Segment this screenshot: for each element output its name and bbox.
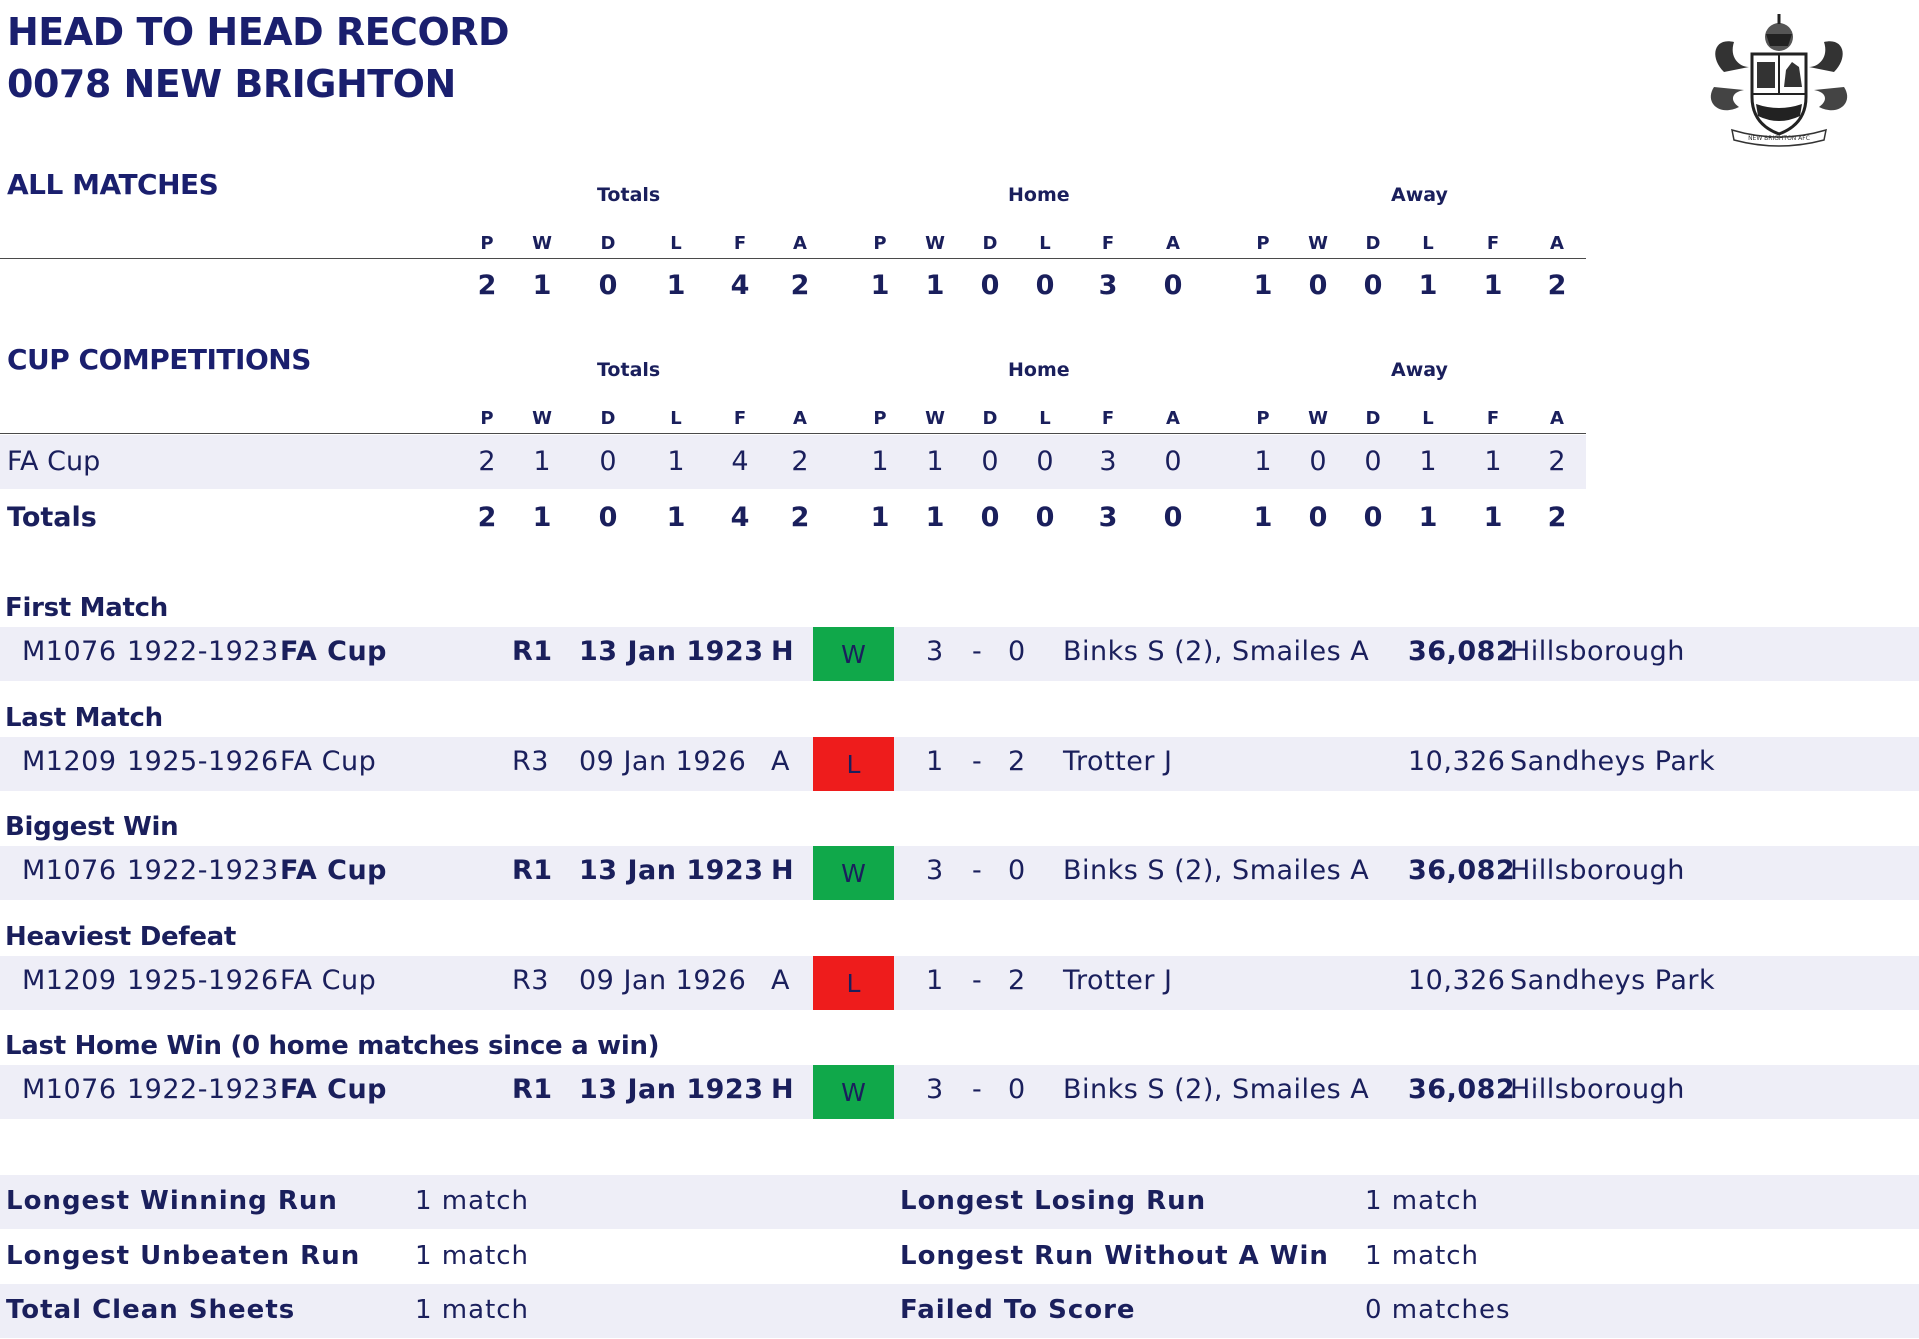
match-goals-for: 3 (926, 636, 944, 667)
all-matches-value-cell: 1 (1253, 270, 1273, 301)
match-date: 13 Jan 1923 (579, 1074, 764, 1105)
cup-totals-value-cell: 1 (1253, 502, 1273, 533)
first-match-heading: First Match (5, 593, 168, 623)
match-date: 13 Jan 1923 (579, 855, 764, 886)
cup-totals-value-cell: 2 (790, 502, 810, 533)
cup-totals-value-cell: 3 (1098, 502, 1118, 533)
summary-right-value: 0 matches (1365, 1295, 1511, 1325)
all-matches-group-home-label: Home (1008, 184, 1070, 206)
cup-fa-cup-value-cell: 1 (533, 446, 551, 477)
match-goals-against: 0 (1008, 636, 1026, 667)
cup-fa-cup-value-cell: 1 (1254, 446, 1272, 477)
cup-group-away-label: Away (1391, 359, 1448, 381)
cup-fa-cup-value-cell: 3 (1099, 446, 1117, 477)
all-matches-col-header-a: A (793, 233, 807, 254)
match-venue: H (771, 855, 795, 886)
cup-fa-cup-value-cell: 1 (871, 446, 889, 477)
match-result-badge: L (813, 737, 894, 791)
match-season: 1922-1923 (127, 855, 279, 886)
cup-totals-value-cell: 0 (598, 502, 618, 533)
cup-col-header-w: W (1308, 408, 1328, 429)
cup-fa-cup-value-cell: 1 (926, 446, 944, 477)
all-matches-col-header-p: P (873, 233, 887, 254)
all-matches-col-header-f: F (1101, 233, 1115, 254)
all-matches-col-header-w: W (925, 233, 945, 254)
cup-totals-value-cell: 1 (925, 502, 945, 533)
last-match-heading: Last Match (5, 703, 163, 733)
cup-group-totals-label: Totals (597, 359, 661, 381)
match-goals-for: 1 (926, 965, 944, 996)
cup-fa-cup-value-cell: 4 (731, 446, 749, 477)
cup-col-header-l: L (1422, 408, 1434, 429)
match-attendance: 36,082 (1408, 1074, 1516, 1105)
cup-col-header-l: L (1039, 408, 1051, 429)
match-venue: A (771, 746, 790, 777)
cup-totals-value-cell: 1 (666, 502, 686, 533)
summary-left-label: Longest Winning Run (6, 1186, 338, 1216)
match-date: 09 Jan 1926 (579, 746, 747, 777)
match-venue: H (771, 1074, 795, 1105)
all-matches-value-cell: 0 (1163, 270, 1183, 301)
match-ground: Sandheys Park (1510, 965, 1716, 996)
all-matches-col-header-d: D (982, 233, 998, 254)
all-matches-value-cell: 0 (598, 270, 618, 301)
cup-totals-value-cell: 0 (1163, 502, 1183, 533)
match-scorers: Trotter J (1063, 965, 1173, 996)
page-title: HEAD TO HEAD RECORD (7, 10, 510, 54)
cup-fa-cup-value-cell: 0 (1309, 446, 1327, 477)
match-score-separator: - (972, 746, 983, 777)
summary-left-value: 1 match (415, 1295, 530, 1325)
summary-left-label: Total Clean Sheets (6, 1295, 296, 1325)
heaviest-defeat-heading: Heaviest Defeat (5, 922, 237, 952)
match-id: M1209 (22, 746, 117, 777)
cup-col-header-p: P (480, 408, 494, 429)
match-result-badge: W (813, 1065, 894, 1119)
cup-totals-value-cell: 1 (870, 502, 890, 533)
summary-left-value: 1 match (415, 1241, 530, 1271)
all-matches-value-cell: 2 (477, 270, 497, 301)
summary-right-label: Longest Run Without A Win (900, 1241, 1329, 1271)
summary-left-label: Longest Unbeaten Run (6, 1241, 361, 1271)
match-result-badge: L (813, 956, 894, 1010)
all-matches-group-totals-label: Totals (597, 184, 661, 206)
match-scorers: Binks S (2), Smailes A (1063, 636, 1370, 667)
cup-totals-value-cell: 2 (477, 502, 497, 533)
cup-col-header-w: W (532, 408, 552, 429)
match-season: 1922-1923 (127, 1074, 279, 1105)
cup-col-header-f: F (1486, 408, 1500, 429)
cup-competitions-divider (0, 433, 1586, 434)
cup-group-home-label: Home (1008, 359, 1070, 381)
summary-right-value: 1 match (1365, 1241, 1480, 1271)
match-id: M1076 (22, 1074, 117, 1105)
all-matches-col-header-d: D (600, 233, 616, 254)
cup-totals-value-cell: 0 (1363, 502, 1383, 533)
cup-col-header-a: A (1550, 408, 1564, 429)
match-competition: FA Cup (280, 636, 388, 667)
summary-right-value: 1 match (1365, 1186, 1480, 1216)
match-attendance: 10,326 (1408, 965, 1506, 996)
all-matches-col-header-w: W (532, 233, 552, 254)
cup-col-header-a: A (1166, 408, 1180, 429)
cup-fa-cup-value-cell: 0 (981, 446, 999, 477)
match-season: 1922-1923 (127, 636, 279, 667)
all-matches-value-cell: 1 (532, 270, 552, 301)
cup-totals-value-cell: 0 (1035, 502, 1055, 533)
match-season: 1925-1926 (127, 965, 279, 996)
all-matches-value-cell: 2 (790, 270, 810, 301)
cup-col-header-f: F (733, 408, 747, 429)
cup-col-header-d: D (1365, 408, 1381, 429)
match-score-separator: - (972, 636, 983, 667)
match-ground: Hillsborough (1510, 855, 1685, 886)
cup-fa-cup-value-cell: 0 (1036, 446, 1054, 477)
all-matches-value-cell: 0 (1363, 270, 1383, 301)
cup-fa-cup-value-cell: 2 (478, 446, 496, 477)
match-competition: FA Cup (280, 1074, 388, 1105)
cup-col-header-d: D (982, 408, 998, 429)
cup-fa-cup-value-cell: 1 (1419, 446, 1437, 477)
match-ground: Hillsborough (1510, 636, 1685, 667)
cup-fa-cup-value-cell: 0 (1364, 446, 1382, 477)
all-matches-value-cell: 0 (980, 270, 1000, 301)
all-matches-value-cell: 1 (666, 270, 686, 301)
last-home-win-0-home-matches-since-a-win-heading: Last Home Win (0 home matches since a win) (5, 1031, 660, 1061)
crest-motto-text: NEW BRIGHTON AFC (1748, 135, 1810, 142)
cup-fa-cup-value-cell: 2 (1548, 446, 1566, 477)
all-matches-value-cell: 1 (1418, 270, 1438, 301)
all-matches-value-cell: 1 (870, 270, 890, 301)
all-matches-col-header-l: L (1422, 233, 1434, 254)
match-attendance: 10,326 (1408, 746, 1506, 777)
match-round: R1 (512, 636, 553, 667)
all-matches-value-cell: 0 (1308, 270, 1328, 301)
all-matches-value-cell: 4 (730, 270, 750, 301)
match-venue: A (771, 965, 790, 996)
match-result-badge: W (813, 846, 894, 900)
match-date: 09 Jan 1926 (579, 965, 747, 996)
biggest-win-heading: Biggest Win (5, 812, 179, 842)
all-matches-col-header-p: P (480, 233, 494, 254)
all-matches-group-away-label: Away (1391, 184, 1448, 206)
match-competition: FA Cup (280, 746, 377, 777)
all-matches-col-header-l: L (670, 233, 682, 254)
cup-totals-value-cell: 1 (532, 502, 552, 533)
match-attendance: 36,082 (1408, 855, 1516, 886)
all-matches-value-cell: 1 (925, 270, 945, 301)
cup-competitions-title: CUP COMPETITIONS (7, 343, 311, 376)
match-id: M1076 (22, 636, 117, 667)
match-ground: Hillsborough (1510, 1074, 1685, 1105)
all-matches-value-cell: 0 (1035, 270, 1055, 301)
all-matches-col-header-f: F (1486, 233, 1500, 254)
cup-col-header-w: W (925, 408, 945, 429)
summary-right-label: Longest Losing Run (900, 1186, 1207, 1216)
match-venue: H (771, 636, 795, 667)
match-season: 1925-1926 (127, 746, 279, 777)
match-round: R1 (512, 1074, 553, 1105)
match-goals-for: 3 (926, 855, 944, 886)
cup-fa-cup-value-cell: 0 (1164, 446, 1182, 477)
all-matches-value-cell: 2 (1547, 270, 1567, 301)
match-ground: Sandheys Park (1510, 746, 1716, 777)
match-score-separator: - (972, 1074, 983, 1105)
cup-fa-cup-value-cell: 0 (599, 446, 617, 477)
cup-totals-value-cell: 0 (1308, 502, 1328, 533)
all-matches-col-header-a: A (1550, 233, 1564, 254)
match-attendance: 36,082 (1408, 636, 1516, 667)
cup-fa-cup-label: FA Cup (7, 446, 101, 477)
match-goals-against: 2 (1008, 965, 1026, 996)
match-round: R3 (512, 746, 549, 777)
match-date: 13 Jan 1923 (579, 636, 764, 667)
all-matches-col-header-d: D (1365, 233, 1381, 254)
all-matches-divider (0, 258, 1586, 259)
match-goals-against: 0 (1008, 855, 1026, 886)
match-id: M1209 (22, 965, 117, 996)
cup-totals-value-cell: 1 (1418, 502, 1438, 533)
match-round: R3 (512, 965, 549, 996)
cup-col-header-a: A (793, 408, 807, 429)
all-matches-col-header-p: P (1256, 233, 1270, 254)
match-competition: FA Cup (280, 855, 388, 886)
cup-col-header-p: P (873, 408, 887, 429)
cup-col-header-l: L (670, 408, 682, 429)
cup-fa-cup-value-cell: 2 (791, 446, 809, 477)
match-goals-against: 2 (1008, 746, 1026, 777)
all-matches-title: ALL MATCHES (7, 168, 219, 201)
cup-totals-value-cell: 1 (1483, 502, 1503, 533)
match-score-separator: - (972, 965, 983, 996)
match-scorers: Binks S (2), Smailes A (1063, 1074, 1370, 1105)
page-subtitle: 0078 NEW BRIGHTON (7, 62, 456, 106)
match-round: R1 (512, 855, 553, 886)
all-matches-col-header-f: F (733, 233, 747, 254)
all-matches-col-header-l: L (1039, 233, 1051, 254)
all-matches-value-cell: 3 (1098, 270, 1118, 301)
cup-fa-cup-value-cell: 1 (667, 446, 685, 477)
cup-col-header-d: D (600, 408, 616, 429)
match-scorers: Trotter J (1063, 746, 1173, 777)
match-result-badge: W (813, 627, 894, 681)
cup-totals-value-cell: 2 (1547, 502, 1567, 533)
summary-right-label: Failed To Score (900, 1295, 1136, 1325)
match-goals-for: 3 (926, 1074, 944, 1105)
club-crest-logo (1704, 12, 1854, 152)
all-matches-value-cell: 1 (1483, 270, 1503, 301)
match-goals-against: 0 (1008, 1074, 1026, 1105)
match-goals-for: 1 (926, 746, 944, 777)
cup-col-header-p: P (1256, 408, 1270, 429)
match-score-separator: - (972, 855, 983, 886)
all-matches-col-header-w: W (1308, 233, 1328, 254)
match-id: M1076 (22, 855, 117, 886)
cup-col-header-f: F (1101, 408, 1115, 429)
cup-totals-value-cell: 4 (730, 502, 750, 533)
cup-totals-value-cell: 0 (980, 502, 1000, 533)
summary-left-value: 1 match (415, 1186, 530, 1216)
match-scorers: Binks S (2), Smailes A (1063, 855, 1370, 886)
cup-fa-cup-value-cell: 1 (1484, 446, 1502, 477)
match-competition: FA Cup (280, 965, 377, 996)
all-matches-col-header-a: A (1166, 233, 1180, 254)
cup-totals-label: Totals (7, 502, 97, 533)
